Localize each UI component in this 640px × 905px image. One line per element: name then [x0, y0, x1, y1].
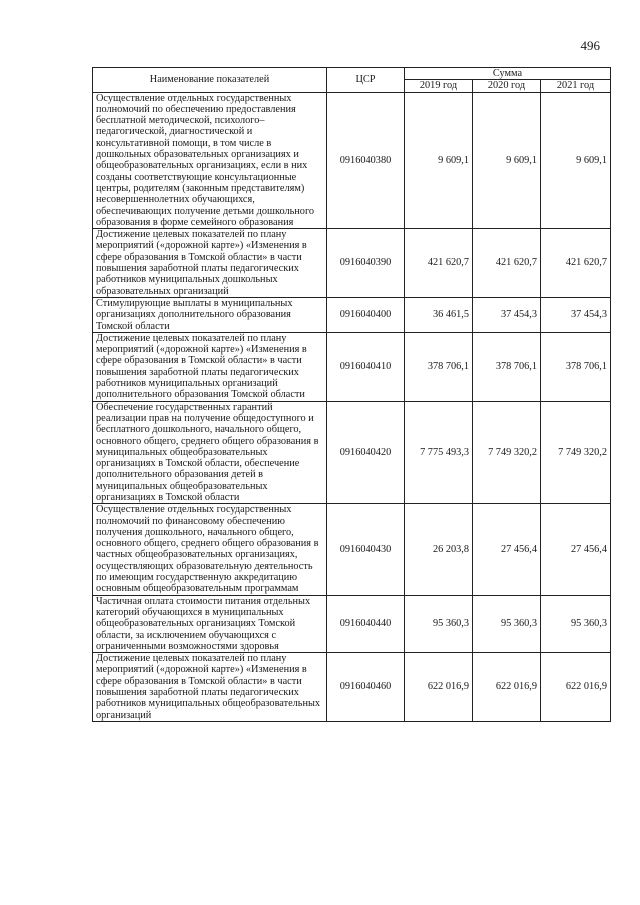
indicator-name: Достижение целевых показателей по плану мероприятий («дорожной карте») «Изменения в сфере образования в Томской области» в части повышения заработной платы педагогических работников муниципальных общеобразовательных организаций — [93, 653, 327, 722]
amount-2019: 95 360,3 — [405, 595, 473, 652]
amount-2019: 378 706,1 — [405, 332, 473, 401]
amount-2020: 622 016,9 — [473, 653, 541, 722]
csr-code: 0916040440 — [327, 595, 405, 652]
table-header — [93, 68, 611, 93]
indicator-name: Достижение целевых показателей по плану мероприятий («дорожной карте») «Изменения в сфере образования в Томской области» в части повышения заработной платы педагогических работников муниципальных дошкольных образовательных организаций — [93, 229, 327, 298]
amount-2020: 27 456,4 — [473, 504, 541, 595]
csr-code: 0916040410 — [327, 332, 405, 401]
column-header-year-2020: 2020 год — [473, 80, 541, 92]
column-header-name: Наименование показателей — [93, 68, 327, 93]
amount-2020: 421 620,7 — [473, 229, 541, 298]
indicator-name: Стимулирующие выплаты в муниципальных организациях дополнительного образования Томской области — [93, 297, 327, 332]
amount-2020: 37 454,3 — [473, 297, 541, 332]
indicator-name: Осуществление отдельных государственных полномочий по обеспечению предоставления бесплатной методической, психолого–педагогической, диагностической и консультативной помощи, в том числе в дошкольных образовательных организациях и общеобразовательных организациях, если в них созданы соответствующие консультационные центры, родителям (законным представителям) несовершеннолетних обучающихся, обеспечивающих получение детьми дошкольного образования в форме семейного образования — [93, 92, 327, 229]
amount-2021: 622 016,9 — [541, 653, 611, 722]
amount-2021: 378 706,1 — [541, 332, 611, 401]
csr-code: 0916040380 — [327, 92, 405, 229]
amount-2021: 27 456,4 — [541, 504, 611, 595]
amount-2020: 9 609,1 — [473, 92, 541, 229]
table-row — [93, 595, 611, 652]
column-header-sum: Сумма — [405, 68, 611, 80]
amount-2021: 421 620,7 — [541, 229, 611, 298]
csr-code: 0916040430 — [327, 504, 405, 595]
column-header-year-2021: 2021 год — [541, 80, 611, 92]
amount-2019: 421 620,7 — [405, 229, 473, 298]
table-body — [93, 92, 611, 721]
amount-2020: 378 706,1 — [473, 332, 541, 401]
amount-2021: 37 454,3 — [541, 297, 611, 332]
table-row — [93, 653, 611, 722]
budget-table — [92, 67, 611, 722]
header-row-top — [93, 68, 611, 80]
amount-2019: 622 016,9 — [405, 653, 473, 722]
page-number: 496 — [580, 38, 600, 53]
column-header-csr: ЦСР — [327, 68, 405, 93]
amount-2020: 95 360,3 — [473, 595, 541, 652]
indicator-name: Осуществление отдельных государственных полномочий по финансовому обеспечению получения дошкольного, начального общего, основного общего, среднего общего образования в частных общеобразовательных организациях, осуществляющих образовательную деятельность по имеющим государственную аккредитацию основным общеобразовательным программам — [93, 504, 327, 595]
indicator-name: Обеспечение государственных гарантий реализации прав на получение общедоступного и бесплатного дошкольного, начального общего, основного общего, среднего общего образования в муниципальных общеобразовательных организациях в Томской области, обеспечение дополнительного образования детей в муниципальных общеобразовательных организациях в Томской области — [93, 401, 327, 504]
csr-code: 0916040400 — [327, 297, 405, 332]
amount-2019: 36 461,5 — [405, 297, 473, 332]
table-row — [93, 92, 611, 229]
indicator-name: Достижение целевых показателей по плану мероприятий («дорожной карте») «Изменения в сфере образования в Томской области» в части повышения заработной платы педагогических работников муниципальных организаций дополнительного образования Томской области — [93, 332, 327, 401]
csr-code: 0916040420 — [327, 401, 405, 504]
table-row — [93, 297, 611, 332]
table-row — [93, 229, 611, 298]
table-row — [93, 504, 611, 595]
table-row — [93, 332, 611, 401]
amount-2020: 7 749 320,2 — [473, 401, 541, 504]
amount-2021: 9 609,1 — [541, 92, 611, 229]
column-header-year-2019: 2019 год — [405, 80, 473, 92]
amount-2021: 95 360,3 — [541, 595, 611, 652]
amount-2019: 9 609,1 — [405, 92, 473, 229]
amount-2019: 7 775 493,3 — [405, 401, 473, 504]
amount-2019: 26 203,8 — [405, 504, 473, 595]
csr-code: 0916040460 — [327, 653, 405, 722]
amount-2021: 7 749 320,2 — [541, 401, 611, 504]
table-row — [93, 401, 611, 504]
csr-code: 0916040390 — [327, 229, 405, 298]
indicator-name: Частичная оплата стоимости питания отдельных категорий обучающихся в муниципальных общеобразовательных организациях Томской области, за исключением обучающихся с ограниченными возможностями здоровья — [93, 595, 327, 652]
